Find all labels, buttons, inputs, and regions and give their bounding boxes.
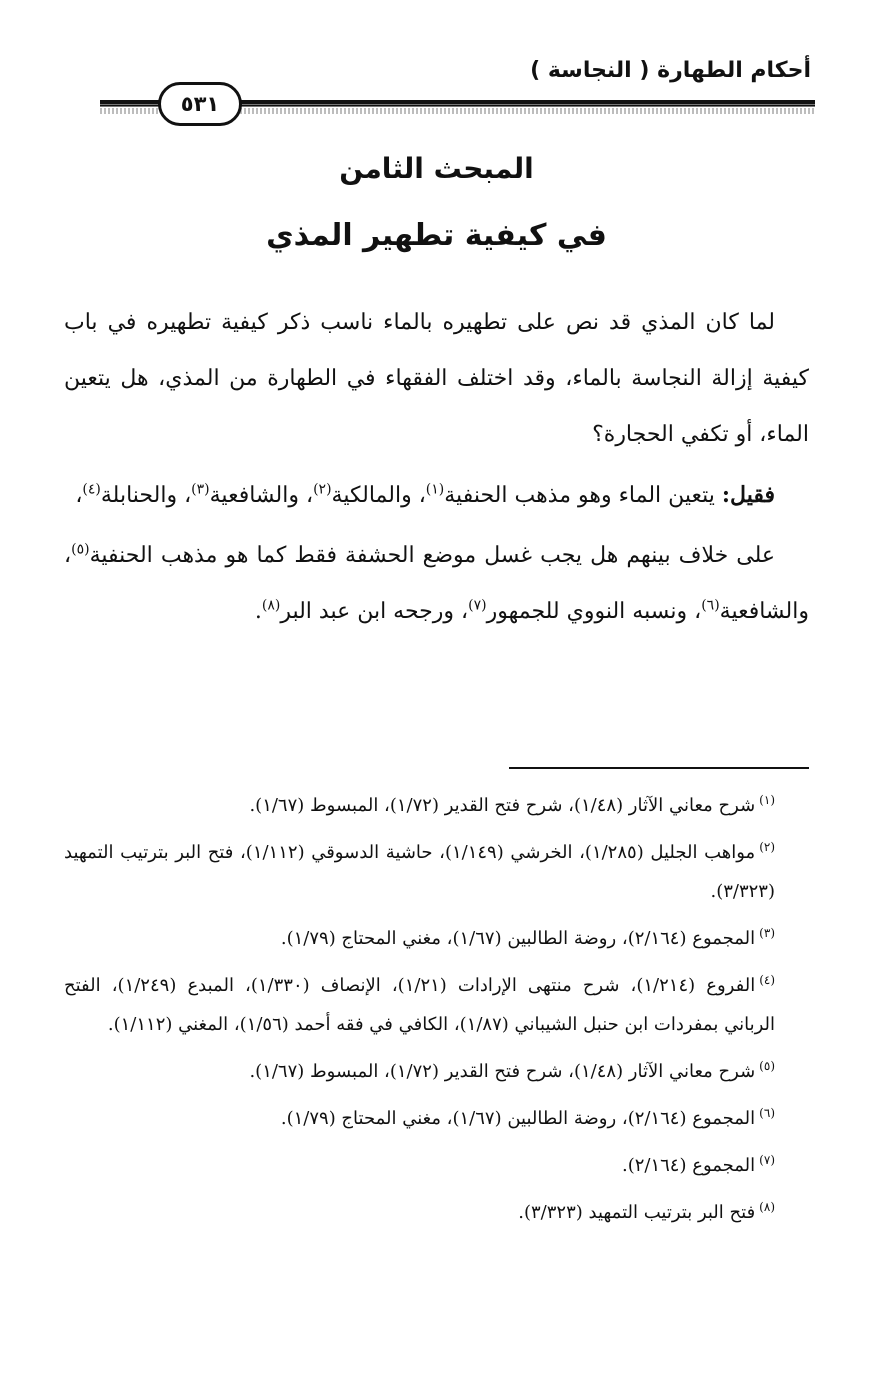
- footnote-ref-3: (٣): [191, 481, 210, 498]
- paragraph-2: [64, 467, 809, 524]
- text-run: ، ورجحه ابن عبد البر: [280, 599, 469, 624]
- footnote-text: المجموع (٢/١٦٤).: [621, 1155, 756, 1176]
- footnote-number: (٧): [759, 1153, 775, 1167]
- footnote-text: شرح معاني الآثار (١/٤٨)، شرح فتح القدير (١/٧٢)، المبسوط (١/٦٧).: [249, 795, 756, 816]
- footnote-5: [64, 1052, 809, 1091]
- text-run: ، والشافعية: [209, 483, 314, 508]
- footnote-ref-2: (٢): [313, 481, 332, 498]
- section-label: المبحث الثامن: [339, 152, 534, 185]
- footnote-number: (٨): [759, 1200, 775, 1214]
- body-text: [64, 295, 809, 640]
- footnote-text: شرح معاني الآثار (١/٤٨)، شرح فتح القدير (١/٧٢)، المبسوط (١/٦٧).: [249, 1061, 756, 1082]
- footnote-text: المجموع (٢/١٦٤)، روضة الطالبين (١/٦٧)، مغني المحتاج (١/٧٩).: [280, 928, 756, 949]
- footnote-number: (٢): [759, 840, 776, 854]
- footnote-separator: [509, 767, 809, 769]
- footnote-3: [64, 919, 809, 958]
- running-header-title: أحكام الطهارة ( النجاسة ): [530, 58, 811, 83]
- text-run: على خلاف بينهم هل يجب غسل موضع الحشفة فقط كما هو مذهب الحنفية: [89, 543, 775, 568]
- text-run: ،: [75, 483, 83, 508]
- page-number: ٥٣١: [180, 92, 220, 116]
- text-run: .: [254, 599, 262, 624]
- footnote-2: [64, 833, 809, 911]
- section-title: في كيفية تطهير المذي: [266, 218, 607, 253]
- paragraph-lead: فقيل:: [721, 482, 775, 508]
- footnote-8: [64, 1193, 809, 1232]
- footnote-ref-5: (٥): [71, 541, 90, 558]
- footnote-number: (٣): [759, 926, 775, 940]
- text-run: ، والحنابلة: [100, 483, 192, 508]
- footnotes: [64, 786, 809, 1240]
- footnote-text: فتح البر بترتيب التمهيد (٣/٣٢٣).: [518, 1202, 756, 1223]
- paragraph-1: لما كان المذي قد نص على تطهيره بالماء ناسب ذكر كيفية تطهيره في باب كيفية إزالة النجاسة بالماء، وقد اختلف الفقهاء في الطهارة من المذي، هل يتعين الماء، أو تكفي الحجارة؟: [64, 310, 809, 447]
- footnote-number: (٦): [759, 1106, 775, 1120]
- text-run: يتعين الماء وهو مذهب الحنفية: [444, 483, 722, 508]
- footnote-1: [64, 786, 809, 825]
- footnote-4: [64, 966, 809, 1044]
- footnote-text: مواهب الجليل (١/٢٨٥)، الخرشي (١/١٤٩)، حاشية الدسوقي (١/١١٢)، فتح البر بترتيب التمهيد (٣/٣٢٣).: [64, 842, 775, 902]
- footnote-text: الفروع (١/٢١٤)، شرح منتهى الإرادات (١/٢١)، الإنصاف (١/٣٣٠)، المبدع (١/٢٤٩)، الفتح الرباني بمفردات ابن حنبل الشيباني (١/٨٧)، الكافي في فقه أحمد (١/٥٦)، المغني (١/١١٢).: [64, 975, 775, 1035]
- footnote-ref-1: (١): [425, 481, 445, 498]
- footnote-7: [64, 1146, 809, 1185]
- footnote-ref-8: (٨): [261, 597, 281, 614]
- text-run: ، والشافعية: [64, 543, 809, 624]
- footnote-text: المجموع (٢/١٦٤)، روضة الطالبين (١/٦٧)، مغني المحتاج (١/٧٩).: [280, 1108, 756, 1129]
- footnote-6: [64, 1099, 809, 1138]
- page-number-badge: [158, 82, 242, 126]
- footnote-number: (١): [759, 793, 775, 807]
- text-run: ، والمالكية: [331, 483, 426, 508]
- footnote-ref-4: (٤): [82, 481, 101, 498]
- footnote-number: (٥): [759, 1059, 775, 1073]
- footnote-ref-6: (٦): [701, 597, 720, 614]
- paragraph-3: [64, 528, 809, 640]
- footnote-number: (٤): [759, 973, 776, 987]
- footnote-ref-7: (٧): [468, 597, 487, 614]
- text-run: ، ونسبه النووي للجمهور: [486, 599, 702, 624]
